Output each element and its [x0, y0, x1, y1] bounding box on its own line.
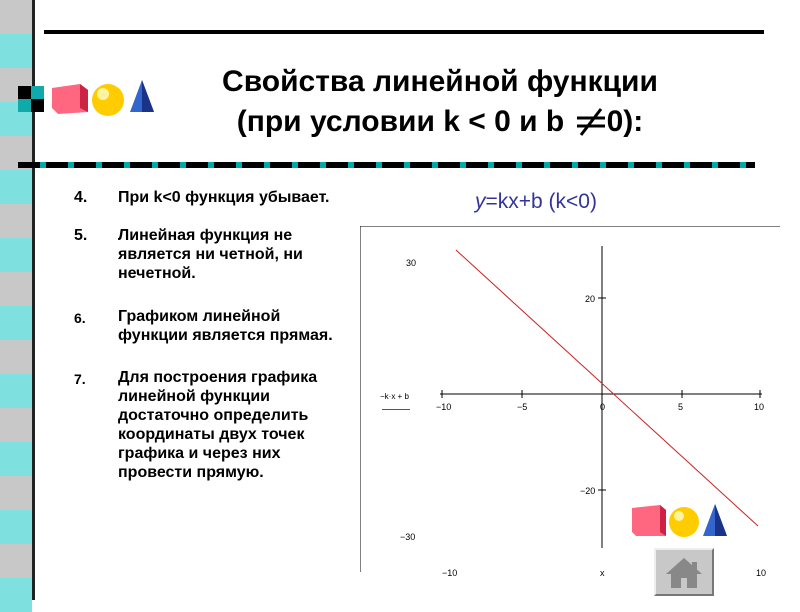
- legend-swatch: [382, 409, 410, 410]
- y-tick-label: 20: [585, 294, 596, 304]
- property-number: 7.: [74, 371, 86, 387]
- property-text: достаточно определить: [118, 407, 309, 424]
- property-text: Линейная функция не: [118, 227, 293, 244]
- property-text: Графиком линейной: [118, 308, 281, 325]
- property-number: 5.: [74, 227, 88, 244]
- decorative-shapes-bottom-icon: [630, 502, 730, 540]
- property-text: является ни четной, ни: [118, 246, 303, 263]
- property-text: функции является прямая.: [118, 327, 333, 344]
- formula-rest: =kx+b (k<0): [485, 190, 597, 213]
- divider-rule: [18, 162, 755, 168]
- x-variable-label: x: [600, 568, 605, 578]
- property-number: 4.: [74, 189, 88, 206]
- title-line-2-prefix: (при условии k < 0 и b: [236, 105, 573, 138]
- x-tick-label: 0: [600, 402, 606, 412]
- x-range-min-label: −10: [442, 568, 458, 578]
- x-tick-label: −10: [436, 402, 452, 412]
- top-rule: [44, 30, 764, 34]
- title-line-2-suffix: 0):: [606, 105, 644, 138]
- property-number: 6.: [74, 310, 86, 326]
- x-tick-label: −5: [517, 402, 528, 412]
- not-equal-sign-icon: [573, 109, 607, 137]
- property-text: линейной функции: [118, 388, 270, 405]
- x-range-max-label: 10: [756, 568, 767, 578]
- property-text: нечетной.: [118, 265, 196, 282]
- property-text: графика и через них: [118, 445, 281, 462]
- property-text: Для построения графика: [118, 369, 318, 386]
- formula-label: [475, 190, 597, 214]
- page-title: [160, 62, 720, 142]
- graph-legend: −k·x + b: [380, 392, 409, 401]
- x-tick-label: 5: [678, 402, 684, 412]
- y-range-min-label: −30: [400, 532, 416, 542]
- title-line-2: [160, 102, 720, 142]
- formula-y: y: [475, 190, 486, 213]
- property-text: провести прямую.: [118, 464, 264, 481]
- home-icon: [656, 550, 712, 594]
- function-line: [456, 250, 758, 526]
- home-button[interactable]: [654, 548, 714, 596]
- property-text: При k<0 функция убывает.: [118, 189, 330, 206]
- y-tick-label: −20: [580, 486, 596, 496]
- y-range-max-label: 30: [406, 258, 417, 268]
- property-text: координаты двух точек: [118, 426, 305, 443]
- title-line-1: Свойства линейной функции: [222, 65, 658, 98]
- decorative-shapes-icon: [18, 78, 158, 120]
- x-tick-label: 10: [754, 402, 765, 412]
